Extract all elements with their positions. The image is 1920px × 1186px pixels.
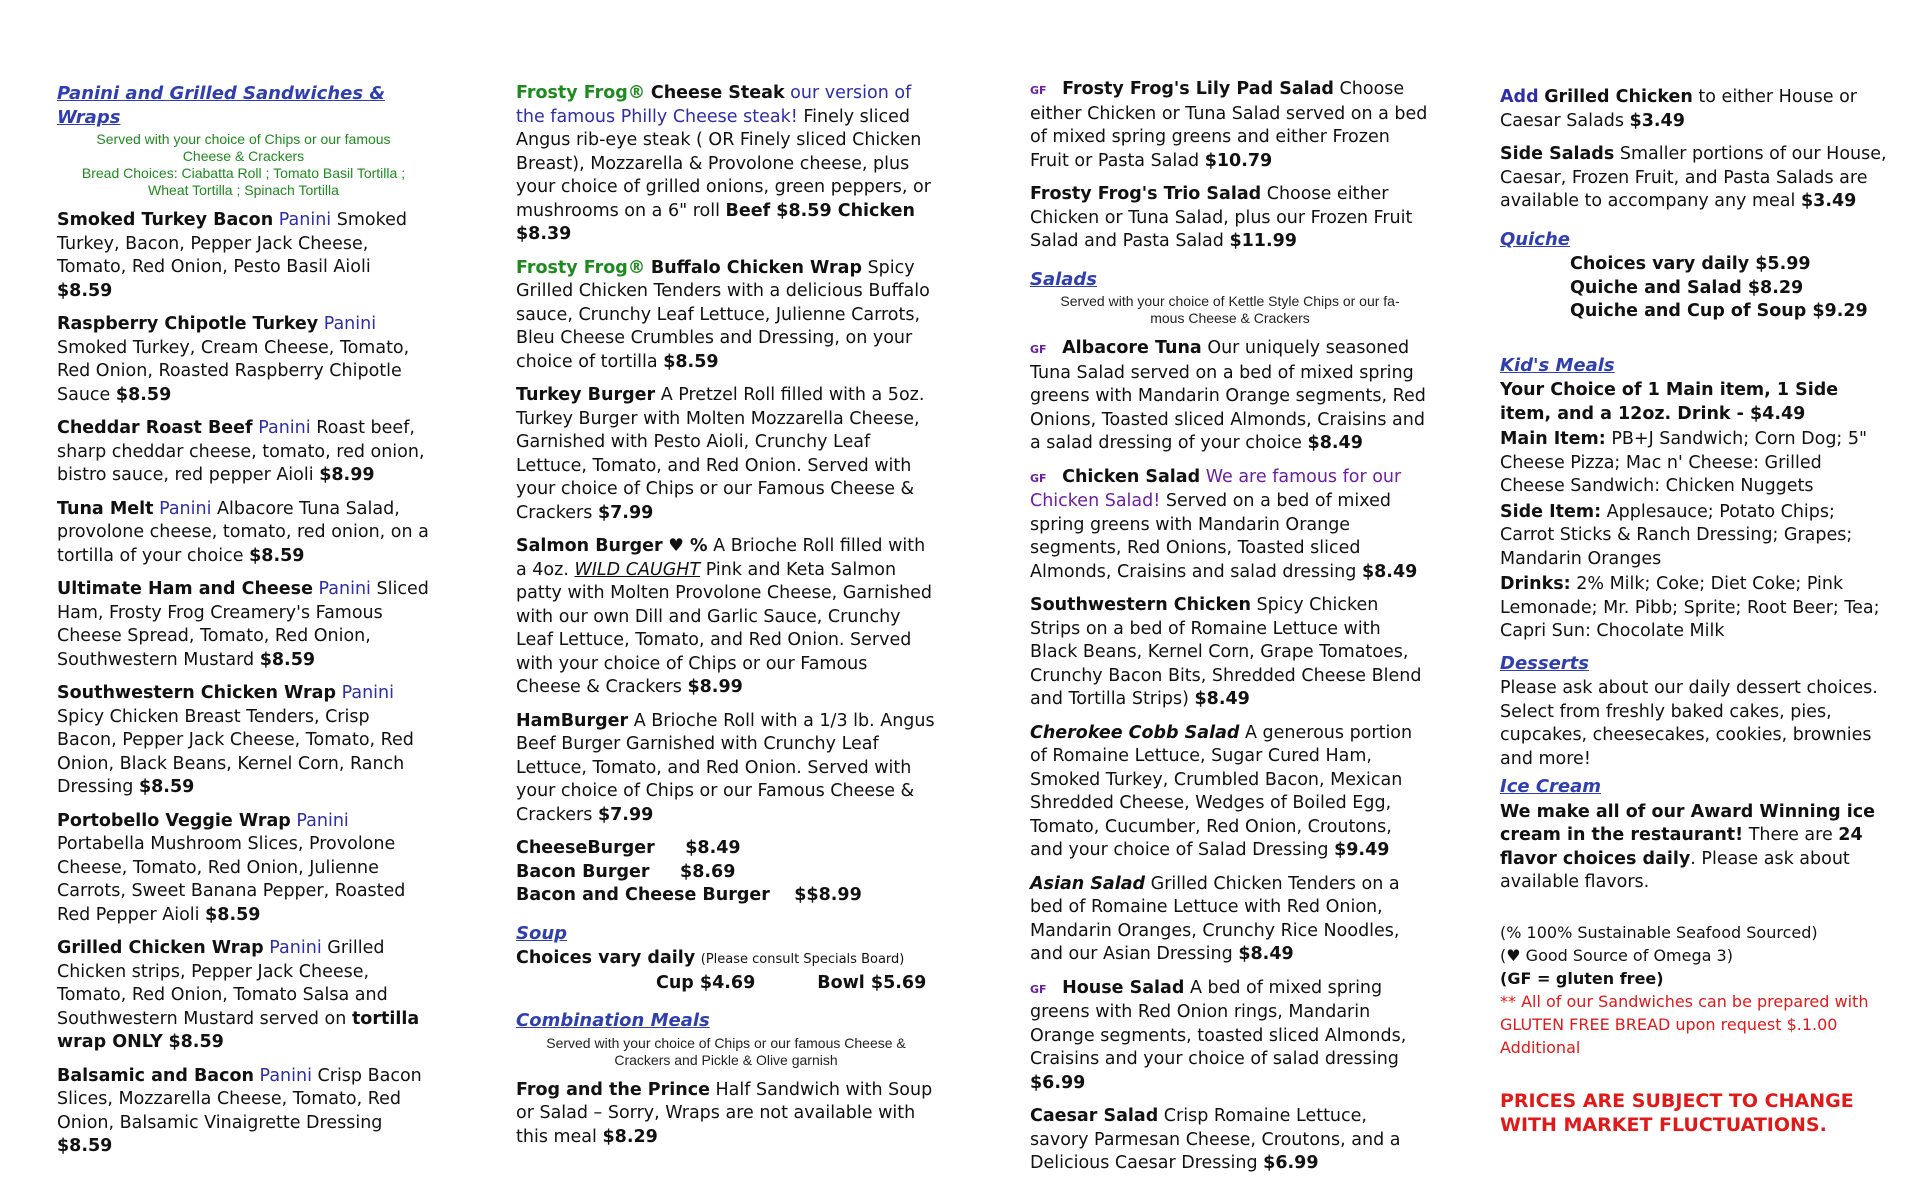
column-sandwiches bbox=[57, 82, 430, 1169]
menu-item-hamburger: HamBurger A Brioche Roll with a 1/3 lb. Angus Beef Burger Garnished with Crunchy Leaf Lettuce, Tomato, and Red Onion. Served with your choice of Chips or our Famous Cheese & Crackers $7.99 bbox=[516, 710, 935, 825]
menu-item-salmon-burger: Salmon Burger ♥ % A Brioche Roll filled with a 4oz. WILD CAUGHT Pink and Keta Salmon patty with Molten Provolone Cheese, Garnished with our own Dill and Garlic Sauce, Crunchy Leaf Lettuce, Tomato, and Red Onion. Served with your choice of Chips or our Famous Cheese & Crackers $8.99 bbox=[516, 536, 932, 697]
menu-item: Portobello Veggie Wrap Panini Portabella Mushroom Slices, Provolone Cheese, Tomato, Red Onion, Julienne Carrots, Sweet Banana Pepper, Roasted Red Pepper Aioli $8.59 bbox=[57, 810, 406, 925]
cup-bowl-prices: Cup $4.69 Bowl $5.69 bbox=[656, 972, 927, 993]
burger-list: CheeseBurger $8.49 Bacon Burger $8.69 Bacon and Cheese Burger $$8.99 bbox=[516, 838, 862, 905]
section-title-quiche: Quiche bbox=[1500, 228, 1570, 250]
price-disclaimer: PRICES ARE SUBJECT TO CHANGE WITH MARKET FLUCTUATIONS. bbox=[1500, 1089, 1854, 1136]
menu-item: Smoked Turkey Bacon Panini Smoked Turkey, Bacon, Pepper Jack Cheese, Tomato, Red Onion, Pesto Basil Aioli $8.59 bbox=[57, 210, 407, 301]
quiche-list: Choices vary daily $5.99 Quiche and Salad $8.29 Quiche and Cup of Soup $9.29 bbox=[1570, 254, 1868, 321]
menu-item-buffalo-wrap: Frosty Frog® Buffalo Chicken Wrap Spicy Grilled Chicken Tenders with a delicious Buffalo sauce, Crunchy Leaf Lettuce, Julienne Carrots, Bleu Cheese Crumbles and Dressing, on your choice of tortilla $8.59 bbox=[516, 257, 930, 372]
section-title-combo: Combination Meals bbox=[516, 1010, 710, 1031]
section-title-kids: Kid's Meals bbox=[1500, 354, 1615, 376]
add-chicken: Add Grilled Chicken to either House or Caesar Salads $3.49 bbox=[1500, 87, 1857, 131]
menu-item: Cheddar Roast Beef Panini Roast beef, sharp cheddar cheese, tomato, red onion, bistro sauce, red pepper Aioli $8.99 bbox=[57, 418, 425, 485]
menu-item-turkey-burger: Turkey Burger A Pretzel Roll filled with a 5oz. Turkey Burger with Molten Mozzarella Cheese, Garnished with Pesto Aioli, Crunchy Leaf Lettuce, Tomato, and Red Onion. Served with your choice of Chips or our Famous Cheese & Crackers $7.99 bbox=[516, 385, 925, 523]
soup-block: Choices vary daily (Please consult Specials Board) Cup $4.69 Bowl $5.69 bbox=[516, 947, 936, 995]
menu-item: Balsamic and Bacon Panini Crisp Bacon Slices, Mozzarella Cheese, Tomato, Red Onion, Balsamic Vinaigrette Dressing $8.59 bbox=[57, 1065, 422, 1156]
omega-legend: (♥ Good Source of Omega 3) bbox=[1500, 945, 1733, 965]
menu-item-lily-pad: GF Frosty Frog's Lily Pad Salad Choose either Chicken or Tuna Salad served on a bed of mixed spring greens and either Frozen Fruit or Pasta Salad $10.79 bbox=[1030, 79, 1428, 171]
menu-item-cobb: Cherokee Cobb Salad A generous portion of Romaine Lettuce, Sugar Cured Ham, Smoked Turkey, Crumbled Bacon, Mexican Shredded Cheese, Wedges of Boiled Egg, Tomato, Cucumber, Red Onion, Croutons, and your choice of Salad Dressing $9.49 bbox=[1030, 722, 1413, 860]
menu-item-grilled-chicken-wrap: Grilled Chicken Wrap Panini Grilled Chicken strips, Pepper Jack Cheese, Tomato, Red Onion, Tomato Salsa and Southwestern Mustard served on tortilla wrap ONLY $8.59 bbox=[57, 938, 420, 1052]
seafood-legend: (% 100% Sustainable Seafood Sourced) bbox=[1500, 922, 1818, 942]
menu-item-asian: Asian Salad Grilled Chicken Tenders on a bed of Romaine Lettuce with Red Onion, Mandarin Oranges, Crunchy Rice Noodles, and our Asian Dressing $8.49 bbox=[1030, 873, 1400, 964]
menu-item-southwestern: Southwestern Chicken Spicy Chicken Strips on a bed of Romaine Lettuce with Black Beans, Kernel Corn, Grape Tomatoes, Crunchy Bacon Bits, Shredded Cheese Blend and Tortilla Strips) $8.49 bbox=[1030, 595, 1422, 709]
kids-side: Side Item: Applesauce; Potato Chips; Carrot Sticks & Ranch Dressing; Grapes; Mandarin Oranges bbox=[1500, 501, 1853, 569]
gluten-free-note: ** All of our Sandwiches can be prepared with GLUTEN FREE BREAD upon request $.1.00 Additional bbox=[1500, 991, 1869, 1057]
section-title-ice-cream: Ice Cream bbox=[1500, 776, 1602, 797]
column-burgers-soup bbox=[516, 82, 936, 1159]
gf-legend: (GF = gluten free) bbox=[1500, 968, 1664, 988]
column-salads bbox=[1030, 78, 1430, 1186]
menu-item: Ultimate Ham and Cheese Panini Sliced Ham, Frosty Frog Creamery's Famous Cheese Spread, Tomato, Red Onion, Southwestern Mustard $8.59 bbox=[57, 579, 429, 670]
section-title-soup: Soup bbox=[516, 922, 568, 944]
desserts-desc: Please ask about our daily dessert choices. Select from freshly baked cakes, pies, cupcakes, cheesecakes, cookies, brownies and more! bbox=[1500, 678, 1878, 769]
kids-main: Main Item: PB+J Sandwich; Corn Dog; 5" Cheese Pizza; Mac n' Cheese: Grilled Cheese Sandwich: Chicken Nuggets bbox=[1500, 429, 1868, 496]
ice-cream-desc: We make all of our Award Winning ice cream in the restaurant! There are 24 flavor choices daily. Please ask about available flavors. bbox=[1500, 801, 1875, 892]
section-title-panini: Panini and Grilled Sandwiches & Wraps bbox=[57, 83, 386, 128]
menu-item-house: GF House Salad A bed of mixed spring greens with Red Onion rings, Mandarin Orange segments, toasted sliced Almonds, Craisins and your choice of salad dressing $6.99 bbox=[1030, 977, 1407, 1093]
menu-item-cheese-steak: Frosty Frog® Cheese Steak our version of the famous Philly Cheese steak! Finely sliced Angus rib-eye steak ( OR Finely sliced Chicken Breast), Mozzarella & Provolone cheese, plus your choice of grilled onions, green peppers, or mushrooms on a 6" roll Beef $8.59 Chicken $8.39 bbox=[516, 83, 931, 244]
kids-drinks: Drinks: 2% Milk; Coke; Diet Coke; Pink Lemonade; Mr. Pibb; Sprite; Root Beer; Tea; Capri Sun: Chocolate Milk bbox=[1500, 574, 1880, 641]
heart-icon: ♥ % bbox=[668, 536, 708, 556]
section-title-salads: Salads bbox=[1030, 268, 1098, 290]
menu-item-chicken-salad: GF Chicken Salad We are famous for our Chicken Salad! Served on a bed of mixed spring greens with Mandarin Orange segments, Red Onions, Toasted sliced Almonds, Craisins and salad dressing $8.49 bbox=[1030, 466, 1418, 582]
panini-served-note: Served with your choice of Chips or our famous Cheese & Crackers Bread Choices: Ciabatta Roll ; Tomato Basil Tortilla ; Wheat Tortilla ; Spinach Tortilla bbox=[81, 131, 406, 198]
menu-item: Tuna Melt Panini Albacore Tuna Salad, provolone cheese, tomato, red onion, on a tortilla of your choice $8.59 bbox=[57, 498, 429, 566]
menu-item-caesar: Caesar Salad Crisp Romaine Lettuce, savory Parmesan Cheese, Croutons, and a Delicious Caesar Dressing $6.99 bbox=[1030, 1106, 1401, 1173]
menu-item: Southwestern Chicken Wrap Panini Spicy Chicken Breast Tenders, Crisp Bacon, Pepper Jack Cheese, Tomato, Red Onion, Black Beans, Kernel Corn, Ranch Dressing $8.59 bbox=[57, 683, 414, 797]
menu-item-albacore: GF Albacore Tuna Our uniquely seasoned Tuna Salad served on a bed of mixed spring greens with Mandarin Orange segments, Red Onions, Toasted sliced Almonds, Craisins and a salad dressing of your choice $8.49 bbox=[1030, 338, 1426, 453]
legend bbox=[1500, 921, 1890, 1059]
column-extras bbox=[1500, 86, 1890, 1137]
menu-item: Raspberry Chipotle Turkey Panini Smoked Turkey, Cream Cheese, Tomato, Red Onion, Roasted Raspberry Chipotle Sauce $8.59 bbox=[57, 314, 410, 405]
menu-item-trio-salad: Frosty Frog's Trio Salad Choose either Chicken or Tuna Salad, plus our Frozen Fruit Salad and Pasta Salad $11.99 bbox=[1030, 184, 1413, 251]
side-salads: Side Salads Smaller portions of our House, Caesar, Frozen Fruit, and Pasta Salads are available to accompany any meal $3.49 bbox=[1500, 144, 1887, 211]
menu-item-frog-prince: Frog and the Prince Half Sandwich with Soup or Salad – Sorry, Wraps are not available with this meal $8.29 bbox=[516, 1079, 933, 1147]
section-title-desserts: Desserts bbox=[1500, 652, 1589, 674]
salads-served-note: Served with your choice of Kettle Style Chips or our fa- mous Cheese & Crackers bbox=[1060, 293, 1400, 326]
kids-choice: Your Choice of 1 Main item, 1 Side item, and a 12oz. Drink - $4.49 bbox=[1500, 380, 1839, 424]
combo-served-note: Served with your choice of Chips or our famous Cheese & Crackers and Pickle & Olive garnish bbox=[546, 1034, 906, 1068]
